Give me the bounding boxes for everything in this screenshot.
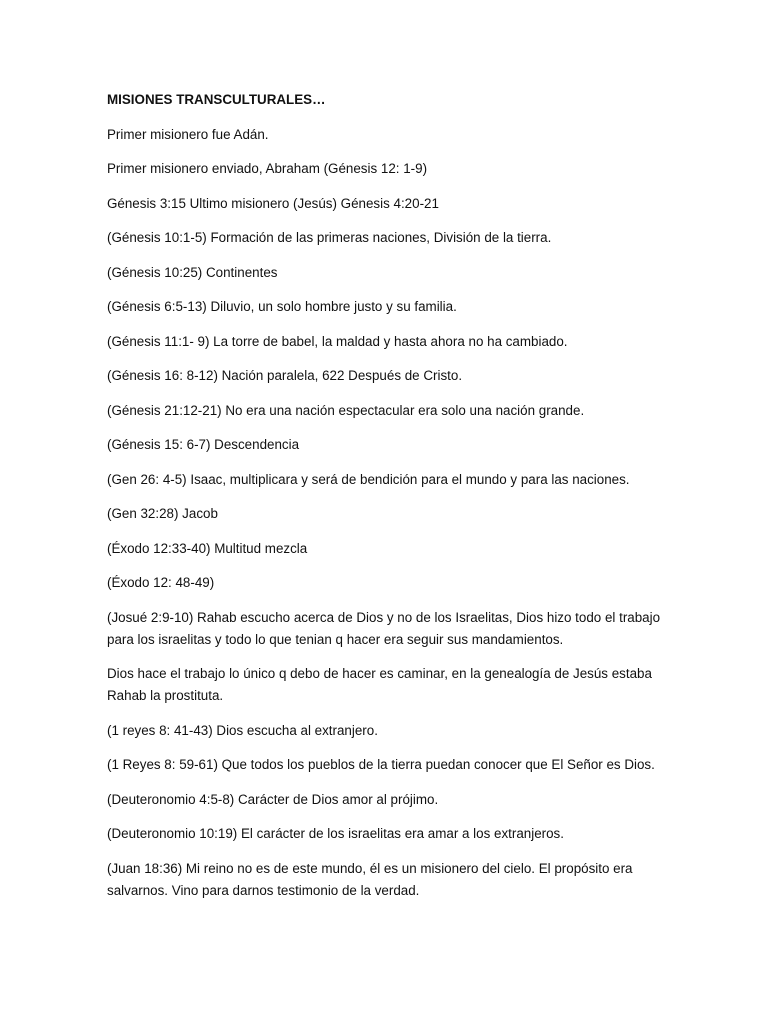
- paragraph-19: (Deuteronomio 4:5-8) Carácter de Dios amor al prójimo.: [107, 791, 439, 807]
- paragraph-4: (Génesis 10:1-5) Formación de las primeras naciones, División de la tierra.: [107, 230, 552, 245]
- paragraph-2: Primer misionero enviado, Abraham (Génesis 12: 1-9): [107, 161, 428, 176]
- paragraph-11: (Gen 26: 4-5) Isaac, multiplicara y será de bendición para el mundo y para las naciones.: [107, 471, 630, 487]
- paragraph-6: (Génesis 6:5-13) Diluvio, un solo hombre justo y su familia.: [107, 299, 457, 314]
- paragraph-14: (Éxodo 12: 48-49): [107, 575, 215, 590]
- paragraph-1: Primer misionero fue Adán.: [107, 126, 269, 142]
- paragraph-3: Génesis 3:15 Ultimo misionero (Jesús) Génesis 4:20-21: [107, 195, 439, 211]
- paragraph-12: (Gen 32:28) Jacob: [107, 506, 218, 521]
- paragraph-8: (Génesis 16: 8-12) Nación paralela, 622 Después de Cristo.: [107, 368, 463, 383]
- paragraph-7: (Génesis 11:1- 9) La torre de babel, la maldad y hasta ahora no ha cambiado.: [107, 333, 568, 349]
- document-title: MISIONES TRANSCULTURALES…: [107, 92, 326, 107]
- paragraph-13: (Éxodo 12:33-40) Multitud mezcla: [107, 540, 308, 556]
- paragraph-18: (1 Reyes 8: 59-61) Que todos los pueblos de la tierra puedan conocer que El Señor es Dios.: [107, 757, 655, 772]
- paragraph-20: (Deuteronomio 10:19) El carácter de los israelitas era amar a los extranjeros.: [107, 826, 564, 841]
- document-page: [107, 89, 667, 914]
- paragraph-10: (Génesis 15: 6-7) Descendencia: [107, 437, 300, 452]
- paragraph-17: (1 reyes 8: 41-43) Dios escucha al extranjero.: [107, 722, 378, 738]
- paragraph-21: (Juan 18:36) Mi reino no es de este mundo, él es un misionero del cielo. El propósito era salvarnos. Vino para darnos testimonio de la verdad.: [107, 860, 633, 898]
- paragraph-16: Dios hace el trabajo lo único q debo de hacer es caminar, en la genealogía de Jesús estaba Rahab la prostituta.: [107, 666, 652, 703]
- paragraph-5: (Génesis 10:25) Continentes: [107, 264, 278, 280]
- paragraph-9: (Génesis 21:12-21) No era una nación espectacular era solo una nación grande.: [107, 402, 585, 418]
- paragraph-15: (Josué 2:9-10) Rahab escucho acerca de Dios y no de los Israelitas, Dios hizo todo el trabajo para los israelitas y todo lo que tenian q hacer era seguir sus mandamientos.: [107, 609, 661, 647]
